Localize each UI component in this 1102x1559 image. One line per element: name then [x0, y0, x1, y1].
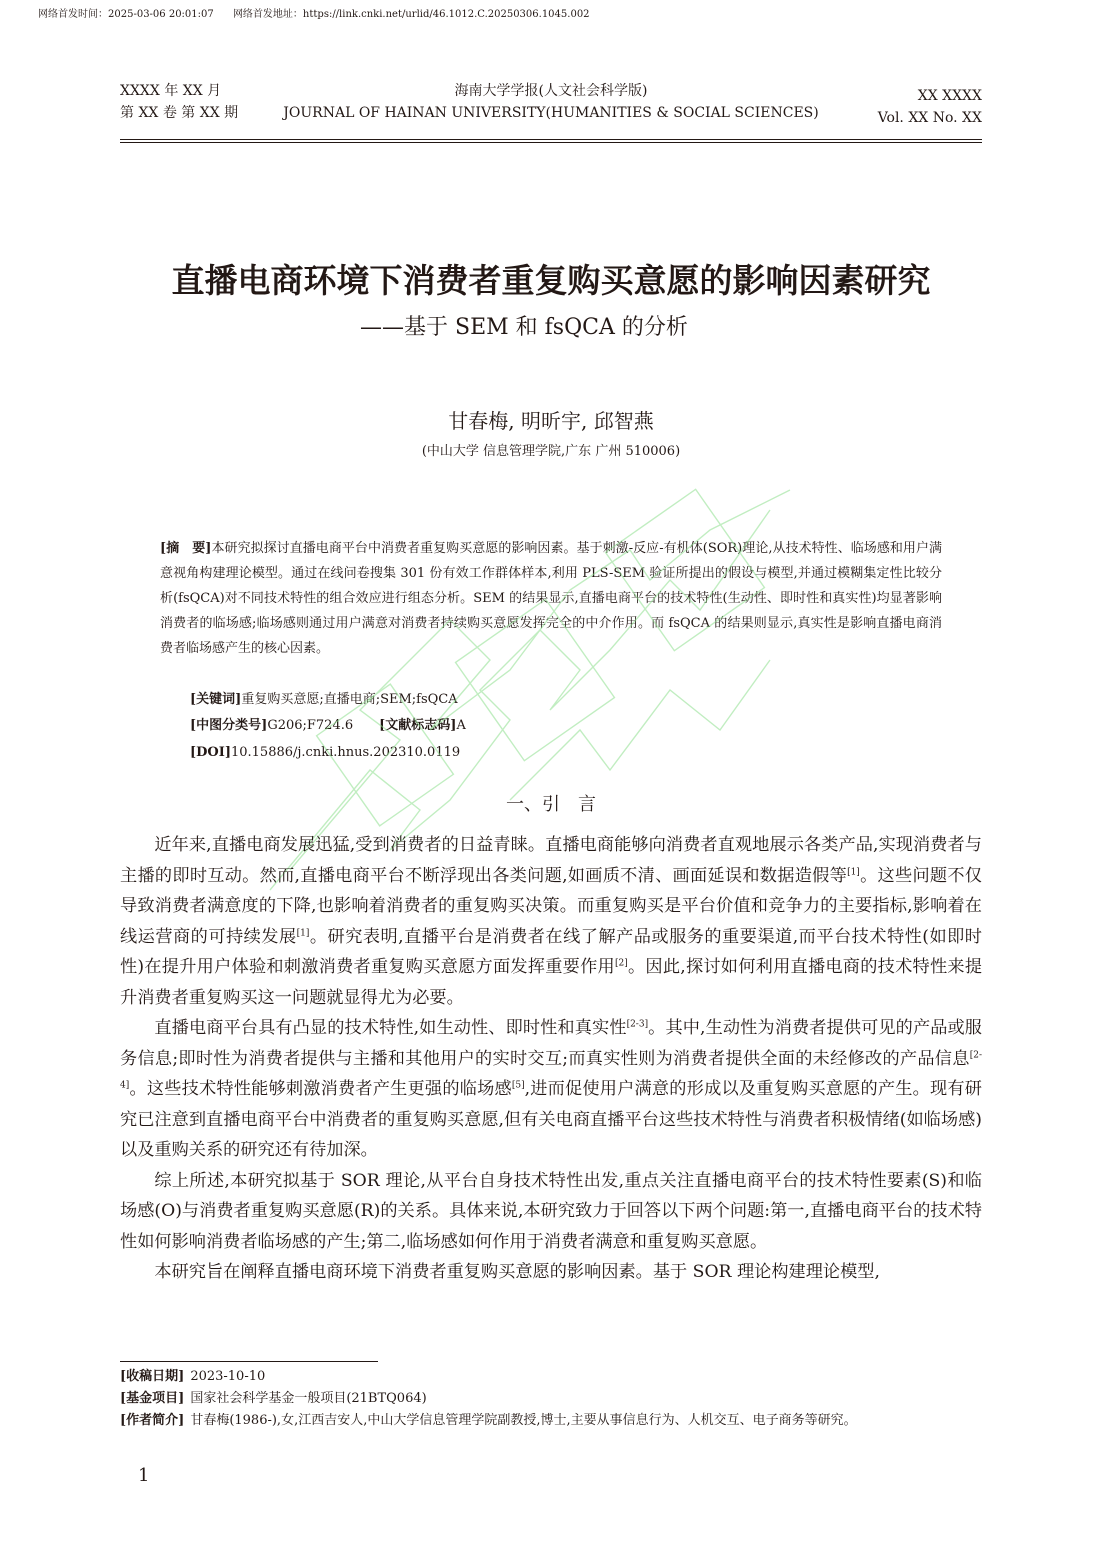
journal-header-left [120, 80, 238, 124]
issue-date-cn: XXXX 年 XX 月 [120, 83, 222, 99]
article-authors: 甘春梅, 明昕宇, 邱智燕 [448, 409, 654, 433]
footnotes [120, 1366, 982, 1432]
footnote-text: 国家社会科学基金一般项目(21BTQ064) [190, 1391, 427, 1406]
clc-value: G206;F724.6 [267, 718, 354, 733]
doc-code-value: A [456, 718, 466, 733]
keywords-text: 重复购买意愿;直播电商;SEM;fsQCA [241, 692, 458, 707]
text-run: 。因此,探讨如何利用直播电商的技术特性来提升消费者重复购买这一问题就显得尤为必要。 [120, 957, 983, 1008]
text-run: ,进而促使用户满意的形成以及重复购买意愿的产生。现有研究已注意到直播电商平台中消费者的重复购买意愿,但有关电商直播平台这些技术特性与消费者积极情绪(如临场感)以及重购关系的研究还有待加深。 [120, 1079, 982, 1160]
keywords-line [190, 689, 458, 711]
footnote-author [120, 1410, 982, 1432]
footnote-label: [收稿日期] [120, 1369, 185, 1384]
doi-value: 10.15886/j.cnki.hnus.202310.0119 [230, 745, 461, 760]
footnote-fund [120, 1388, 982, 1410]
footnote-rule [120, 1361, 378, 1362]
issue-volume-en: Vol. XX No. XX [877, 110, 982, 126]
online-publication-note [38, 8, 606, 22]
footnote-label: [作者简介] [120, 1413, 185, 1428]
citation-ref: [5] [511, 1080, 525, 1091]
online-publication-address: 网络首发地址：https://link.cnki.net/urlid/46.1012.C.20250306.1045.002 [232, 9, 590, 20]
article-title: 直播电商环境下消费者重复购买意愿的影响因素研究 [171, 261, 931, 300]
citation-ref: [1] [296, 927, 310, 938]
text-run: 。其中,生动性为消费者提供可见的产品或服务信息;即时性为消费者提供与主播和其他用户的实时交互;而真实性则为消费者提供全面的未经修改的产品信息 [120, 1018, 982, 1069]
clc-label: [中图分类号] [190, 718, 268, 733]
text-run: 近年来,直播电商发展迅猛,受到消费者的日益青睐。直播电商能够向消费者直观地展示各类产品,实现消费者与主播的即时互动。然而,直播电商平台不断浮现出各类问题,如画质不清、画面延误和数据造假等 [120, 835, 982, 886]
citation-ref: [1] [847, 866, 860, 877]
doc-code-label: [文献标志码] [379, 718, 457, 733]
body-text [120, 830, 982, 1288]
online-publication-time: 网络首发时间：2025-03-06 20:01:07 [38, 9, 214, 20]
abstract-text: 本研究拟探讨直播电商平台中消费者重复购买意愿的影响因素。基于刺激-反应-有机体(SOR)理论,从技术特性、临场感和用户满意视角构建理论模型。通过在线问卷搜集 301 份有效工作群体样本,利用 PLS-SEM 验证所提出的假设与模型,并通过模糊集定性比较分析(fsQCA)对不同技术特性的组合效应进行组态分析。SEM 的结果显示,直播电商平台的技术特性(生动性、即时性和真实性)均显著影响消费者的临场感;临场感则通过用户满意对消费者持续购买意愿发挥完全的中介作用。而 fsQCA 的结果则显示,真实性是影响直播电商消费者临场感产生的核心因素。 [160, 541, 942, 656]
author-affiliation: (中山大学 信息管理学院,广东 广州 510006) [421, 444, 681, 459]
doi-line [190, 742, 460, 764]
paragraph: 综上所述,本研究拟基于 SOR 理论,从平台自身技术特性出发,重点关注直播电商平台的技术特性要素(S)和临场感(O)与消费者重复购买意愿(R)的关系。具体来说,本研究致力于回答以下两个问题:第一,直播电商平台的技术特性如何影响消费者临场感的产生;第二,临场感如何作用于消费者满意和重复购买意愿。 [120, 1170, 982, 1252]
abstract-label: [摘 要] [160, 541, 212, 556]
issue-volume-cn: 第 XX 卷 第 XX 期 [120, 105, 239, 121]
issue-date-en: XX XXXX [917, 88, 982, 104]
footnote-received [120, 1366, 982, 1388]
text-run: 。这些问题不仅导致消费者满意度的下降,也影响着消费者的重复购买决策。而重复购买是平台价值和竞争力的主要指标,影响着在线运营商的可持续发展 [120, 865, 982, 947]
journal-name-en: JOURNAL OF HAINAN UNIVERSITY(HUMANITIES & SOCIAL SCIENCES) [283, 105, 819, 121]
abstract [160, 536, 942, 661]
paragraph: 本研究旨在阐释直播电商环境下消费者重复购买意愿的影响因素。基于 SOR 理论构建理论模型, [154, 1262, 880, 1282]
footnote-label: [基金项目] [120, 1391, 185, 1406]
text-run: 。研究表明,直播平台是消费者在线了解产品或服务的重要渠道,而平台技术特性(如即时性)在提升用户体验和刺激消费者重复购买意愿方面发挥重要作用 [120, 926, 982, 977]
article-subtitle: ——基于 SEM 和 fsQCA 的分析 [360, 315, 688, 340]
doi-label: [DOI] [190, 745, 231, 760]
paragraph [120, 1013, 982, 1166]
citation-ref: [2] [614, 958, 628, 969]
page-number: 1 [138, 1465, 150, 1486]
journal-name-cn: 海南大学学报(人文社会科学版) [454, 83, 648, 99]
journal-header-center [240, 80, 862, 124]
footnote-text: 2023-10-10 [190, 1369, 266, 1384]
paragraph [120, 830, 982, 1013]
keywords-label: [关键词] [190, 692, 242, 707]
text-run: 。这些技术特性能够刺激消费者产生更强的临场感 [129, 1079, 512, 1099]
text-run: 直播电商平台具有凸显的技术特性,如生动性、即时性和真实性 [154, 1018, 627, 1038]
header-double-rule [120, 139, 982, 143]
citation-ref: [2-3] [626, 1019, 649, 1030]
citation-ref: [2-4] [120, 1049, 982, 1091]
section-heading-introduction: 一、引 言 [506, 794, 596, 815]
classification-line [190, 715, 466, 737]
footnote-text: 甘春梅(1986-),女,江西吉安人,中山大学信息管理学院副教授,博士,主要从事信息行为、人机交互、电子商务等研究。 [190, 1413, 857, 1428]
journal-header-right [830, 85, 982, 129]
